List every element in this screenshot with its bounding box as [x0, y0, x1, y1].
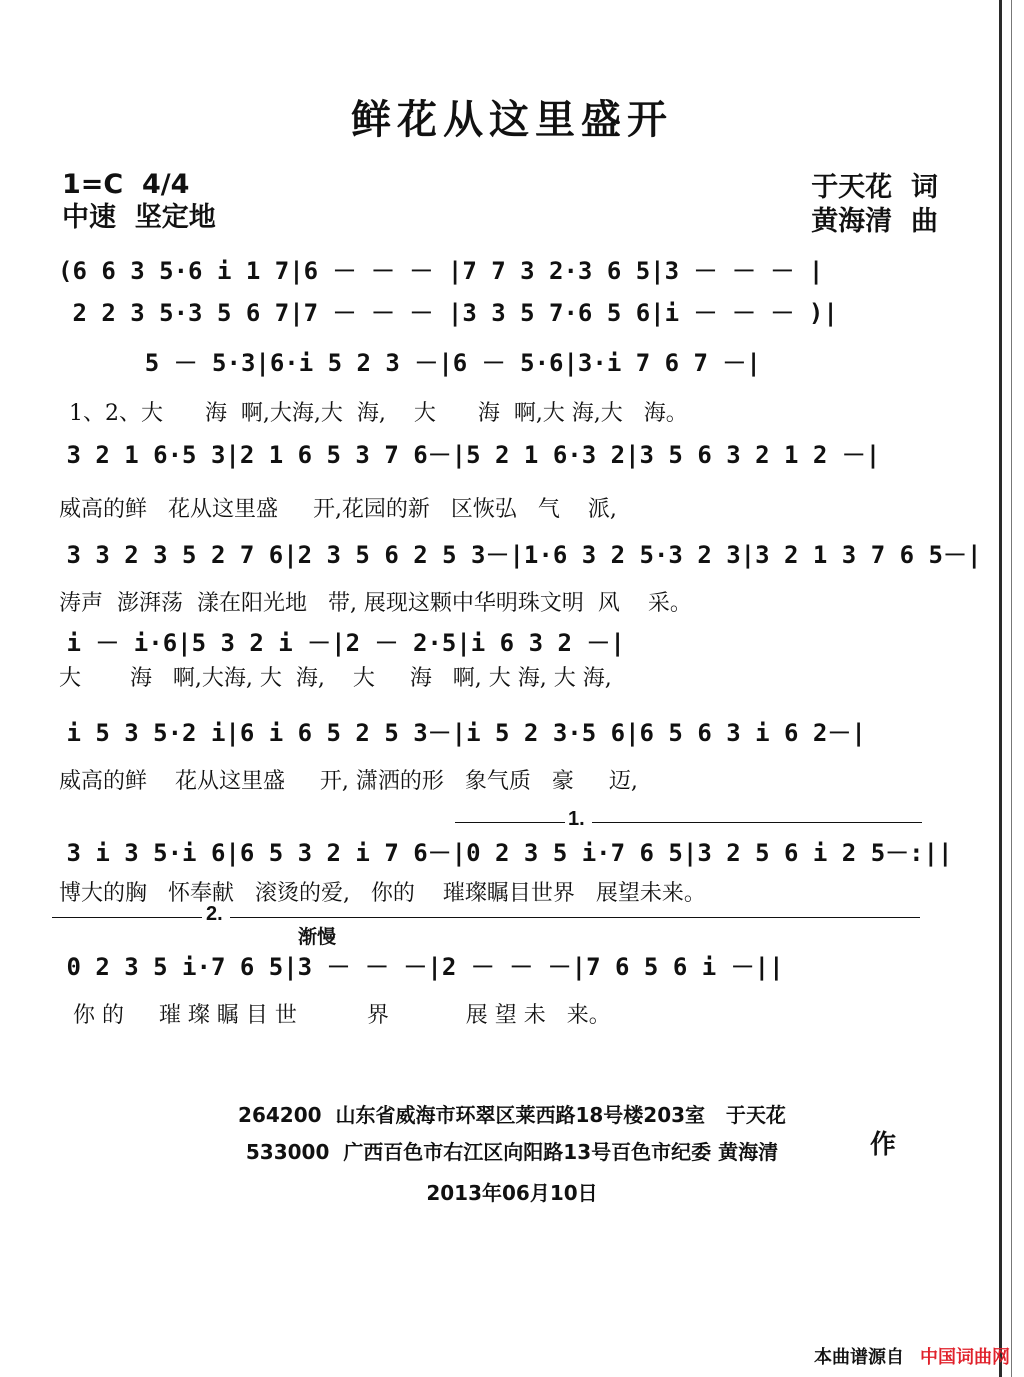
- score-line-intro-1: (6 6 3 5·6 i 1 7|6 － － － |7 7 3 2·3 6 5|3 － － － |: [58, 257, 824, 285]
- volta-1-line-left: [455, 822, 565, 823]
- volta-2-line-right: [230, 917, 920, 918]
- score-line-6: i － i·6|5 3 2 i －|2 － 2·5|i 6 3 2 －|: [52, 629, 625, 657]
- address-line-2: 533000 广西百色市右江区向阳路13号百色市纪委 黄海清: [245, 1140, 779, 1164]
- address-line-1: 264200 山东省威海市环翠区莱西路18号楼203室 于天花: [238, 1103, 786, 1127]
- lyric-line-7: 威高的鲜 花从这里盛 开, 潇洒的形 象气质 豪 迈,: [52, 769, 638, 794]
- address-date: 2013年06月10日: [426, 1181, 598, 1205]
- key-time-signature: 1=C 4/4: [62, 169, 190, 200]
- composer-credit: 黄海清 曲: [811, 206, 938, 237]
- score-line-3: 5 － 5·3|6·i 5 2 3 －|6 － 5·6|3·i 7 6 7 －|: [58, 349, 761, 377]
- score-line-7: i 5 3 5·2 i|6 i 6 5 2 5 3－|i 5 2 3·5 6|6 5 6 3 i 6 2－|: [52, 719, 866, 747]
- lyric-line-4: 威高的鲜 花从这里盛 开,花园的新 区恢弘 气 派,: [52, 497, 617, 522]
- volta-2-line-left: [52, 917, 202, 918]
- page-title: 鲜花从这里盛开: [351, 97, 673, 143]
- score-line-intro-2: 2 2 3 5·3 5 6 7|7 － － － |3 3 5 7·6 5 6|i － － － )|: [58, 299, 838, 327]
- score-line-4: 3 2 1 6·5 3|2 1 6 5 3 7 6－|5 2 1 6·3 2|3 5 6 3 2 1 2 －|: [52, 441, 881, 469]
- score-line-8: 3 i 3 5·i 6|6 5 3 2 i 7 6－|0 2 3 5 i·7 6 5|3 2 5 6 i 2 5－:||: [52, 839, 953, 867]
- source-credit: [814, 1343, 1010, 1369]
- score-line-9: 0 2 3 5 i·7 6 5|3 － － －|2 － － －|7 6 5 6 i －||: [52, 953, 784, 981]
- volta-1-label: 1.: [568, 808, 585, 830]
- volta-1-line-right: [592, 822, 922, 823]
- scan-edge-thin: [1011, 0, 1012, 1377]
- lyric-line-9: 你 的 璀 璨 瞩 目 世 界 展 望 未 来。: [52, 1003, 611, 1028]
- lyric-line-5: 涛声 澎湃荡 漾在阳光地 带, 展现这颗中华明珠文明 风 采。: [52, 591, 692, 616]
- scan-edge: [999, 0, 1002, 1377]
- volta-2-label: 2.: [206, 903, 223, 925]
- source-label: 本曲谱源自: [814, 1347, 904, 1368]
- lyric-line-6: 大 海 啊,大海, 大 海, 大 海 啊, 大 海, 大 海,: [52, 666, 612, 691]
- source-site-link[interactable]: 中国词曲网: [920, 1347, 1010, 1368]
- score-line-5: 3 3 2 3 5 2 7 6|2 3 5 6 2 5 3－|1·6 3 2 5·3 2 3|3 2 1 3 7 6 5－|: [52, 541, 982, 569]
- lyricist-credit: 于天花 词: [811, 172, 938, 203]
- tempo-marking: 中速 坚定地: [62, 202, 216, 233]
- address-zuo: 作: [870, 1130, 897, 1160]
- lyric-line-3: 1、2、大 海 啊,大海,大 海, 大 海 啊,大 海,大 海。: [62, 401, 688, 426]
- ritardando-marking: 渐慢: [298, 926, 337, 948]
- lyric-line-8: 博大的胸 怀奉献 滚烫的爱, 你的 璀璨瞩目世界 展望未来。: [52, 881, 706, 906]
